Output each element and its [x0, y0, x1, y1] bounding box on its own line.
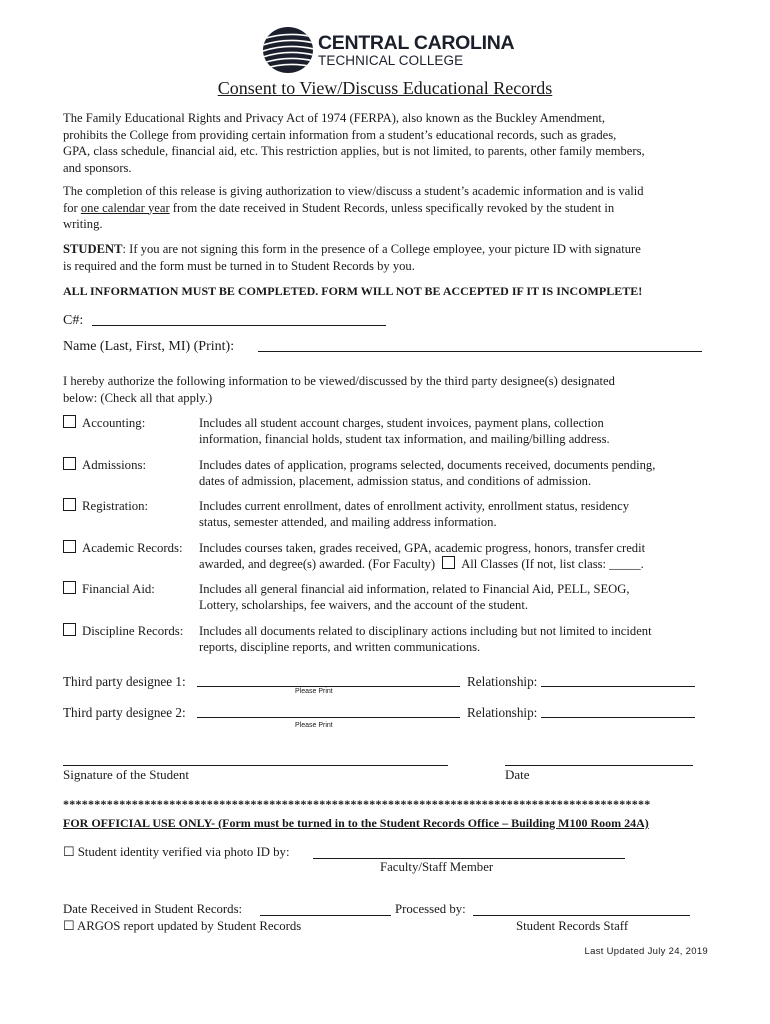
photo-id-row: ☐ Student identity verified via photo ID by:	[63, 845, 290, 859]
registration-option: Registration:	[63, 498, 148, 514]
relationship-1-input[interactable]	[541, 673, 695, 687]
financial-aid-desc: Includes all general financial aid information, related to Financial Aid, PELL, SEOG, Lottery, scholarships, fee waivers, and the account of the student.	[199, 582, 630, 613]
designee-1-label: Third party designee 1:	[63, 674, 186, 689]
divider-stars: **********************************************************************************************	[63, 797, 651, 811]
all-classes-checkbox[interactable]	[442, 556, 455, 569]
logo-subtitle: TECHNICAL COLLEGE	[318, 53, 464, 68]
student-label: STUDENT	[63, 242, 123, 256]
academic-records-checkbox[interactable]	[63, 540, 76, 553]
relationship-2-label: Relationship:	[467, 705, 538, 720]
authorize-text: I hereby authorize the following information to be viewed/discussed by the third party designee(s) designated below: (Check all that apply.)	[63, 374, 615, 405]
signature-label: Signature of the Student	[63, 767, 190, 782]
discipline-records-desc: Includes all documents related to disciplinary actions including but not limited to incident reports, discipline reports, and written communications.	[199, 624, 652, 655]
validity-line: writing.	[63, 217, 103, 232]
name-label: Name (Last, First, MI) (Print):	[63, 339, 235, 354]
discipline-records-checkbox[interactable]	[63, 623, 76, 636]
last-updated: Last Updated July 24, 2019	[584, 946, 708, 957]
please-print-1: Please Print	[295, 688, 333, 695]
college-logo-icon	[262, 26, 314, 74]
academic-records-desc: Includes courses taken, grades received, GPA, academic progress, honors, transfer credit awarded, and degree(s) awarded. (For Faculty) All Classes (If not, list class: _____.	[199, 541, 646, 572]
c-number-input[interactable]	[92, 312, 386, 326]
date-received-label: Date Received in Student Records:	[63, 902, 243, 916]
date-received-input[interactable]	[260, 902, 391, 916]
ferpa-paragraph	[63, 110, 713, 176]
relationship-1-label: Relationship:	[467, 674, 538, 689]
ferpa-line: and sponsors.	[63, 160, 132, 175]
logo-name: CENTRAL CAROLINA	[318, 32, 515, 54]
financial-aid-checkbox[interactable]	[63, 581, 76, 594]
verified-by-input[interactable]	[313, 845, 625, 859]
academic-records-option: Academic Records:	[63, 540, 183, 556]
all-info-warning: ALL INFORMATION MUST BE COMPLETED. FORM WILL NOT BE ACCEPTED IF IT IS INCOMPLETE!	[63, 284, 643, 298]
accounting-option: Accounting:	[63, 415, 145, 431]
designee-2-label: Third party designee 2:	[63, 705, 186, 720]
name-input[interactable]	[258, 338, 702, 352]
date-input[interactable]	[505, 751, 693, 766]
records-staff-label: Student Records Staff	[516, 919, 629, 933]
processed-by-input[interactable]	[473, 902, 690, 916]
photo-id-checkbox[interactable]: ☐	[63, 845, 75, 859]
admissions-desc: Includes dates of application, programs selected, documents received, documents pending, dates of admission, placement, admission status, and conditions of admission.	[199, 458, 656, 489]
ferpa-line: prohibits the College from providing certain information from a student’s educational records, such as grades,	[63, 127, 617, 142]
admissions-option: Admissions:	[63, 457, 146, 473]
admissions-checkbox[interactable]	[63, 457, 76, 470]
official-use-heading: FOR OFFICIAL USE ONLY- (Form must be turned in to the Student Records Office – Building M100 Room 24A)	[63, 816, 649, 830]
argos-checkbox[interactable]: ☐	[63, 919, 75, 933]
validity-paragraph	[63, 183, 713, 233]
ferpa-line: GPA, class schedule, financial aid, etc. This restriction applies, but is not limited, to parents, other family members,	[63, 144, 645, 159]
accounting-checkbox[interactable]	[63, 415, 76, 428]
registration-desc: Includes current enrollment, dates of enrollment activity, enrollment status, residency status, semester attended, and mailing address information.	[199, 499, 630, 530]
processed-by-label: Processed by:	[395, 902, 466, 916]
signature-input[interactable]	[63, 751, 448, 766]
registration-checkbox[interactable]	[63, 498, 76, 511]
student-notice: STUDENT: If you are not signing this form in the presence of a College employee, your picture ID with signature is required and the form must be turned in to Student Records by you.	[63, 242, 641, 273]
please-print-2: Please Print	[295, 722, 333, 729]
designee-1-input[interactable]	[197, 673, 460, 687]
ferpa-line: The Family Educational Rights and Privacy Act of 1974 (FERPA), also known as the Buckley Amendment,	[63, 111, 606, 125]
argos-row: ☐ ARGOS report updated by Student Records	[63, 919, 302, 933]
page-title: Consent to View/Discuss Educational Records	[217, 78, 553, 98]
discipline-records-option: Discipline Records:	[63, 623, 183, 639]
validity-line: for one calendar year from the date received in Student Records, unless specifically revoked by the student in	[63, 200, 615, 215]
one-calendar-year: one calendar year	[80, 200, 170, 215]
faculty-staff-label: Faculty/Staff Member	[380, 860, 494, 874]
validity-line: The completion of this release is giving authorization to view/discuss a student’s academic information and is valid	[63, 184, 644, 198]
c-number-label: C#:	[63, 313, 84, 328]
designee-2-input[interactable]	[197, 704, 460, 718]
date-label: Date	[505, 767, 530, 782]
financial-aid-option: Financial Aid:	[63, 581, 155, 597]
relationship-2-input[interactable]	[541, 704, 695, 718]
accounting-desc: Includes all student account charges, student invoices, payment plans, collection information, financial holds, student tax information, and mailing/billing address.	[199, 416, 610, 447]
